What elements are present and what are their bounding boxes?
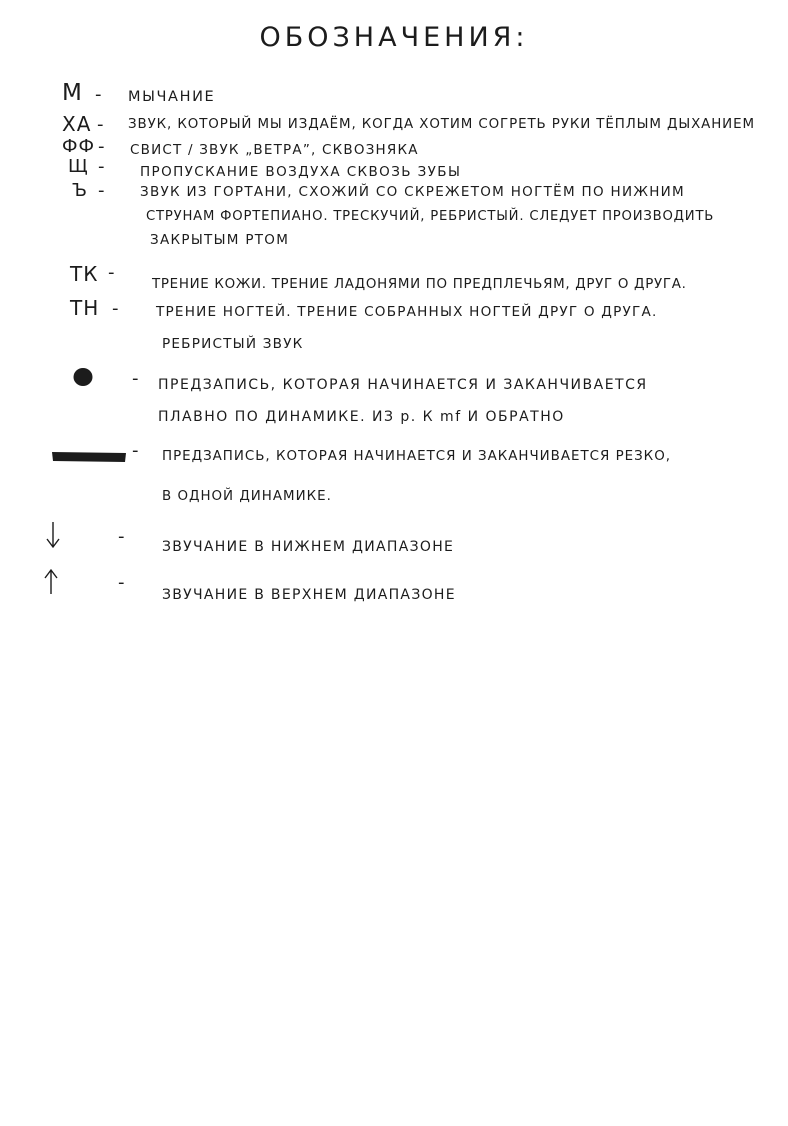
legend-dash: -	[132, 440, 139, 461]
legend-dash: -	[97, 114, 104, 135]
desc-line: ТРЕНИЕ НОГТЕЙ. ТРЕНИЕ СОБРАННЫХ НОГТЕЙ ДРУГ О ДРУГА.	[156, 304, 658, 320]
arrow-up-icon	[42, 568, 60, 596]
legend-dash: -	[132, 368, 139, 389]
legend-symbol-ha: ХА	[62, 112, 92, 136]
legend-dash: -	[95, 84, 102, 105]
desc-line: ЗВУЧАНИЕ В ВЕРХНЕМ ДИАПАЗОНЕ	[162, 587, 456, 603]
legend-dash: -	[98, 136, 105, 157]
desc-line: МЫЧАНИЕ	[128, 89, 216, 105]
desc-line: СВИСТ / ЗВУК „ВЕТРА”, СКВОЗНЯКА	[130, 142, 419, 158]
legend-symbol-tk: ТК	[70, 262, 99, 286]
legend-dash: -	[118, 526, 125, 547]
legend-symbol-tn: ТН	[70, 296, 100, 320]
desc-line: ТРЕНИЕ КОЖИ. ТРЕНИЕ ЛАДОНЯМИ ПО ПРЕДПЛЕЧЬЯМ, ДРУГ О ДРУГА.	[152, 277, 687, 292]
desc-line: ЗВУЧАНИЕ В НИЖНЕМ ДИАПАЗОНЕ	[162, 539, 455, 555]
desc-line: РЕБРИСТЫЙ ЗВУК	[162, 336, 304, 352]
legend-dash: -	[98, 180, 105, 201]
filled-dot-icon	[72, 366, 96, 388]
desc-line: СТРУНАМ ФОРТЕПИАНО. ТРЕСКУЧИЙ, РЕБРИСТЫЙ. СЛЕДУЕТ ПРОИЗВОДИТЬ	[146, 209, 715, 224]
filled-bar-icon	[50, 448, 128, 466]
desc-line: ЗВУК ИЗ ГОРТАНИ, СХОЖИЙ СО СКРЕЖЕТОМ НОГТЁМ ПО НИЖНИМ	[140, 184, 685, 200]
desc-line: ЗВУК, КОТОРЫЙ МЫ ИЗДАЁМ, КОГДА ХОТИМ СОГРЕТЬ РУКИ ТЁПЛЫМ ДЫХАНИЕМ	[128, 117, 755, 132]
page-title: ОБОЗНАЧЕНИЯ:	[259, 22, 529, 53]
desc-line: ПЛАВНО ПО ДИНАМИКЕ. ИЗ p. К mf И ОБРАТНО	[158, 409, 565, 425]
legend-dash: -	[108, 262, 115, 283]
legend-dash: -	[118, 572, 125, 593]
legend-symbol-sch: Щ	[68, 156, 89, 177]
legend-symbol-m: М	[62, 80, 83, 106]
arrow-down-icon	[44, 520, 62, 550]
legend-dash: -	[98, 156, 105, 177]
desc-line: ЗАКРЫТЫМ РТОМ	[150, 232, 290, 248]
desc-line: ПРЕДЗАПИСЬ, КОТОРАЯ НАЧИНАЕТСЯ И ЗАКАНЧИВАЕТСЯ РЕЗКО,	[162, 449, 671, 464]
legend-symbol-ff: ФФ	[62, 136, 95, 157]
desc-line: В ОДНОЙ ДИНАМИКЕ.	[162, 489, 332, 504]
desc-line: ПРОПУСКАНИЕ ВОЗДУХА СКВОЗЬ ЗУБЫ	[140, 164, 462, 180]
legend-dash: -	[112, 298, 119, 319]
desc-line: ПРЕДЗАПИСЬ, КОТОРАЯ НАЧИНАЕТСЯ И ЗАКАНЧИВАЕТСЯ	[158, 377, 648, 393]
legend-symbol-hard-sign: Ъ	[72, 180, 88, 201]
